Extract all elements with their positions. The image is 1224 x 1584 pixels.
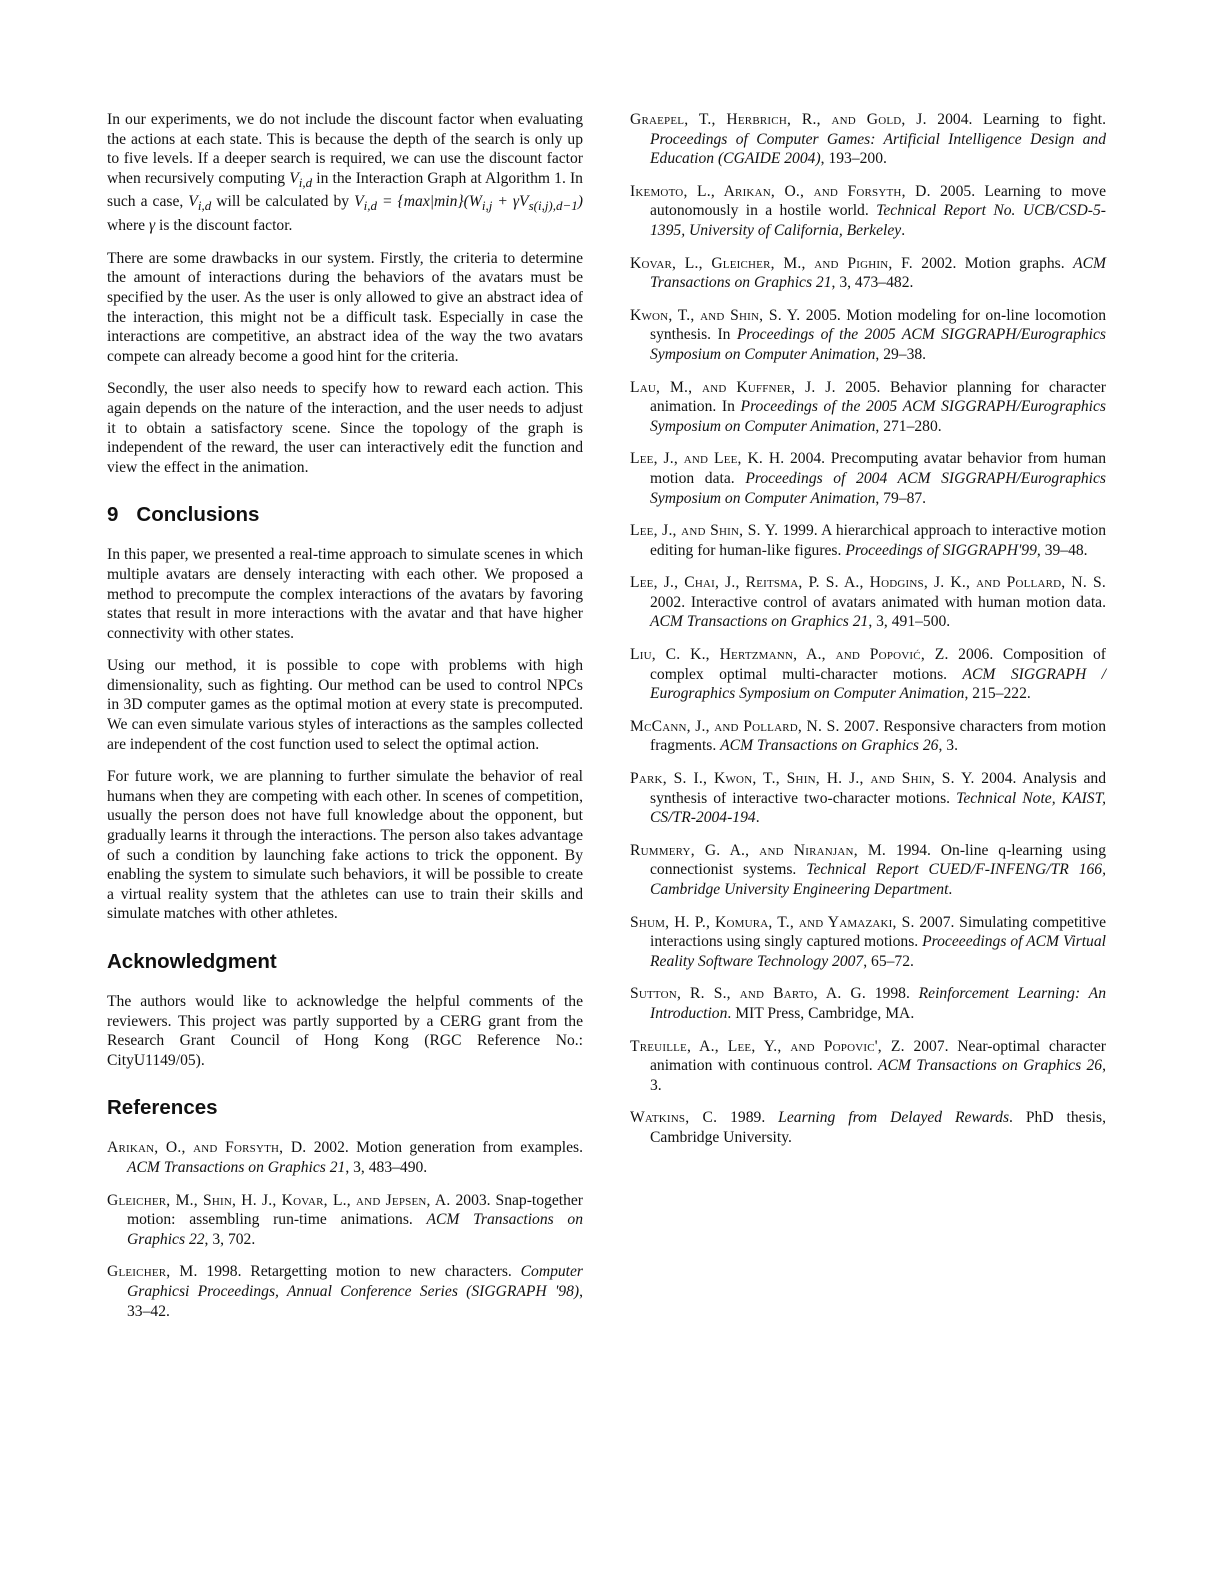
references-heading: References: [107, 1096, 218, 1120]
reference-entry: Lee, J., Chai, J., Reitsma, P. S. A., Hodgins, J. K., and Pollard, N. S. 2002. Interactive control of avatars animated with human motion data. ACM Transactions on Graphics 21, 3, 491–500.: [630, 574, 1106, 631]
reward-paragraph: Secondly, the user also needs to specify how to reward each action. This again depends on the nature of the interaction, and the user needs to adjust it to obtain a satisfactory scene. Since the topology of the graph is independent of the reward, the user can interactively edit the function and view the effect in the animation.: [107, 380, 583, 476]
conclusions-paragraph: In this paper, we presented a real-time approach to simulate scenes in which multiple avatars are densely interacting with each other. We proposed a method to precompute the complex interactions of the avatars by favoring states that result in more interactions with the avatar and that have higher connectivity with other states.: [107, 546, 583, 642]
reference-entry: Shum, H. P., Komura, T., and Yamazaki, S. 2007. Simulating competitive interactions using singly captured motions. Proceeedings of ACM Virtual Reality Software Technology 2007, 65–72.: [630, 913, 1106, 970]
reference-entry: Kovar, L., Gleicher, M., and Pighin, F. 2002. Motion graphs. ACM Transactions on Graphics 21, 3, 473–482.: [630, 254, 1106, 292]
math-v-id: $V_{i,d}$: [289, 169, 313, 190]
acknowledgment-paragraph: The authors would like to acknowledge the helpful comments of the reviewers. This project was partly supported by a CERG grant from the Research Grant Council of Hong Kong (RGC Reference No.: CityU1149/05).: [107, 993, 583, 1069]
reference-entry: Rummery, G. A., and Niranjan, M. 1994. On-line q-learning using connectionist systems. Technical Report CUED/F-INFENG/TR 166, Cambridge University Engineering Department.: [630, 841, 1107, 898]
reference-entry: Watkins, C. 1989. Learning from Delayed Rewards. PhD thesis, Cambridge University.: [630, 1109, 1106, 1146]
reference-entry: Lee, J., and Lee, K. H. 2004. Precomputing avatar behavior from human motion data. Proceedings of 2004 ACM SIGGRAPH/Eurographics Symposium on Computer Animation, 79–87.: [630, 450, 1107, 507]
math-v-id: $V_{i,d}$: [188, 193, 212, 214]
drawbacks-paragraph: There are some drawbacks in our system. Firstly, the criteria to determine the amount of interactions during the behaviors of the avatars must be specified by the user. As the user is only allowed to give an abstract idea of the interaction, this might not be a difficult task. Especially in case the interactions are competitive, an abstract idea of the way the two avatars compete can already become a good hint for the criteria.: [107, 249, 583, 365]
reference-entry: Park, S. I., Kwon, T., Shin, H. J., and Shin, S. Y. 2004. Analysis and synthesis of interactive two-character motions. Technical Note, KAIST, CS/TR-2004-194.: [630, 770, 1106, 827]
reference-entry: Graepel, T., Herbrich, R., and Gold, J. 2004. Learning to fight. Proceedings of Computer Games: Artificial Intelligence Design and Education (CGAIDE 2004), 193–200.: [630, 111, 1106, 168]
discount-factor-paragraph: In our experiments, we do not include the discount factor when evaluating the actions at each state. This is because the depth of the search is only up to five levels. If a deeper search is required, we can use the discount factor when recursively computing $V_{i,d}$ in the Interaction Graph at Algorithm 1. In such a case, $V_{i,d}$ will be calculated by $V_{i,d} = \{\max|\min\}(W_{i,j} + \gamma V_{s(i,j),d-1})$ where γ is the discount factor.: [107, 111, 583, 235]
conclusions-heading: 9 Conclusions: [107, 503, 260, 527]
reference-entry: Lau, M., and Kuffner, J. J. 2005. Behavior planning for character animation. In Proceedings of the 2005 ACM SIGGRAPH/Eurographics Symposium on Computer Animation, 271–280.: [630, 378, 1107, 435]
references-list-left: [107, 1138, 583, 1321]
reference-entry: Sutton, R. S., and Barto, A. G. 1998. Reinforcement Learning: An Introduction. MIT Press, Cambridge, MA.: [630, 985, 1106, 1022]
references-list-right: [630, 110, 1106, 1148]
reference-entry: Liu, C. K., Hertzmann, A., and Popović, Z. 2006. Composition of complex optimal multi-character motions. ACM SIGGRAPH / Eurographics Symposium on Computer Animation, 215–222.: [630, 646, 1106, 703]
reference-entry: Ikemoto, L., Arikan, O., and Forsyth, D. 2005. Learning to move autonomously in a hostile world. Technical Report No. UCB/CSD-5-1395, University of California, Berkeley.: [630, 182, 1106, 239]
conclusions-paragraph: Using our method, it is possible to cope with problems with high dimensionality, such as fighting. Our method can be used to control NPCs in 3D computer games as the optimal motion at every state is precomputed. We can even simulate various styles of interactions as the samples collected are independent of the cost function used to select the optimal action.: [107, 657, 583, 753]
reference-entry: Arikan, O., and Forsyth, D. 2002. Motion generation from examples. ACM Transactions on Graphics 21, 3, 483–490.: [107, 1139, 583, 1176]
reference-entry: Kwon, T., and Shin, S. Y. 2005. Motion modeling for on-line locomotion synthesis. In Proceedings of the 2005 ACM SIGGRAPH/Eurographics Symposium on Computer Animation, 29–38.: [630, 306, 1106, 363]
reference-entry: McCann, J., and Pollard, N. S. 2007. Responsive characters from motion fragments. ACM Transactions on Graphics 26, 3.: [630, 717, 1107, 755]
conclusions-paragraph: For future work, we are planning to further simulate the behavior of real humans when they are competing with each other. In scenes of competition, usually the person does not have full knowledge about the opponent, but gradually learns it through the interactions. The person also takes advantage of such a condition by launching fake actions to trick the opponent. By enabling the system to simulate such behaviors, it will be possible to create a virtual reality system that the athletes can use to train their skills and simulate matches with other athletes.: [107, 768, 583, 923]
reference-entry: Gleicher, M. 1998. Retargetting motion to new characters. Computer Graphicsi Proceedings, Annual Conference Series (SIGGRAPH '98), 33–42.: [107, 1263, 583, 1320]
reference-entry: Gleicher, M., Shin, H. J., Kovar, L., and Jepsen, A. 2003. Snap-together motion: assembling run-time animations. ACM Transactions on Graphics 22, 3, 702.: [107, 1191, 583, 1248]
acknowledgment-heading: Acknowledgment: [107, 950, 277, 973]
reference-entry: Lee, J., and Shin, S. Y. 1999. A hierarchical approach to interactive motion editing for human-like figures. Proceedings of SIGGRAPH'99, 39–48.: [630, 522, 1106, 559]
right-column: [630, 110, 1106, 1161]
reference-entry: Treuille, A., Lee, Y., and Popovic', Z. 2007. Near-optimal character animation with continuous control. ACM Transactions on Graphics 26, 3.: [630, 1037, 1107, 1094]
math-equation: $V_{i,d} = \{\max|\min\}(W_{i,j} + \gamma V_{s(i,j),d-1})$: [354, 193, 583, 214]
left-column: [107, 110, 583, 1334]
